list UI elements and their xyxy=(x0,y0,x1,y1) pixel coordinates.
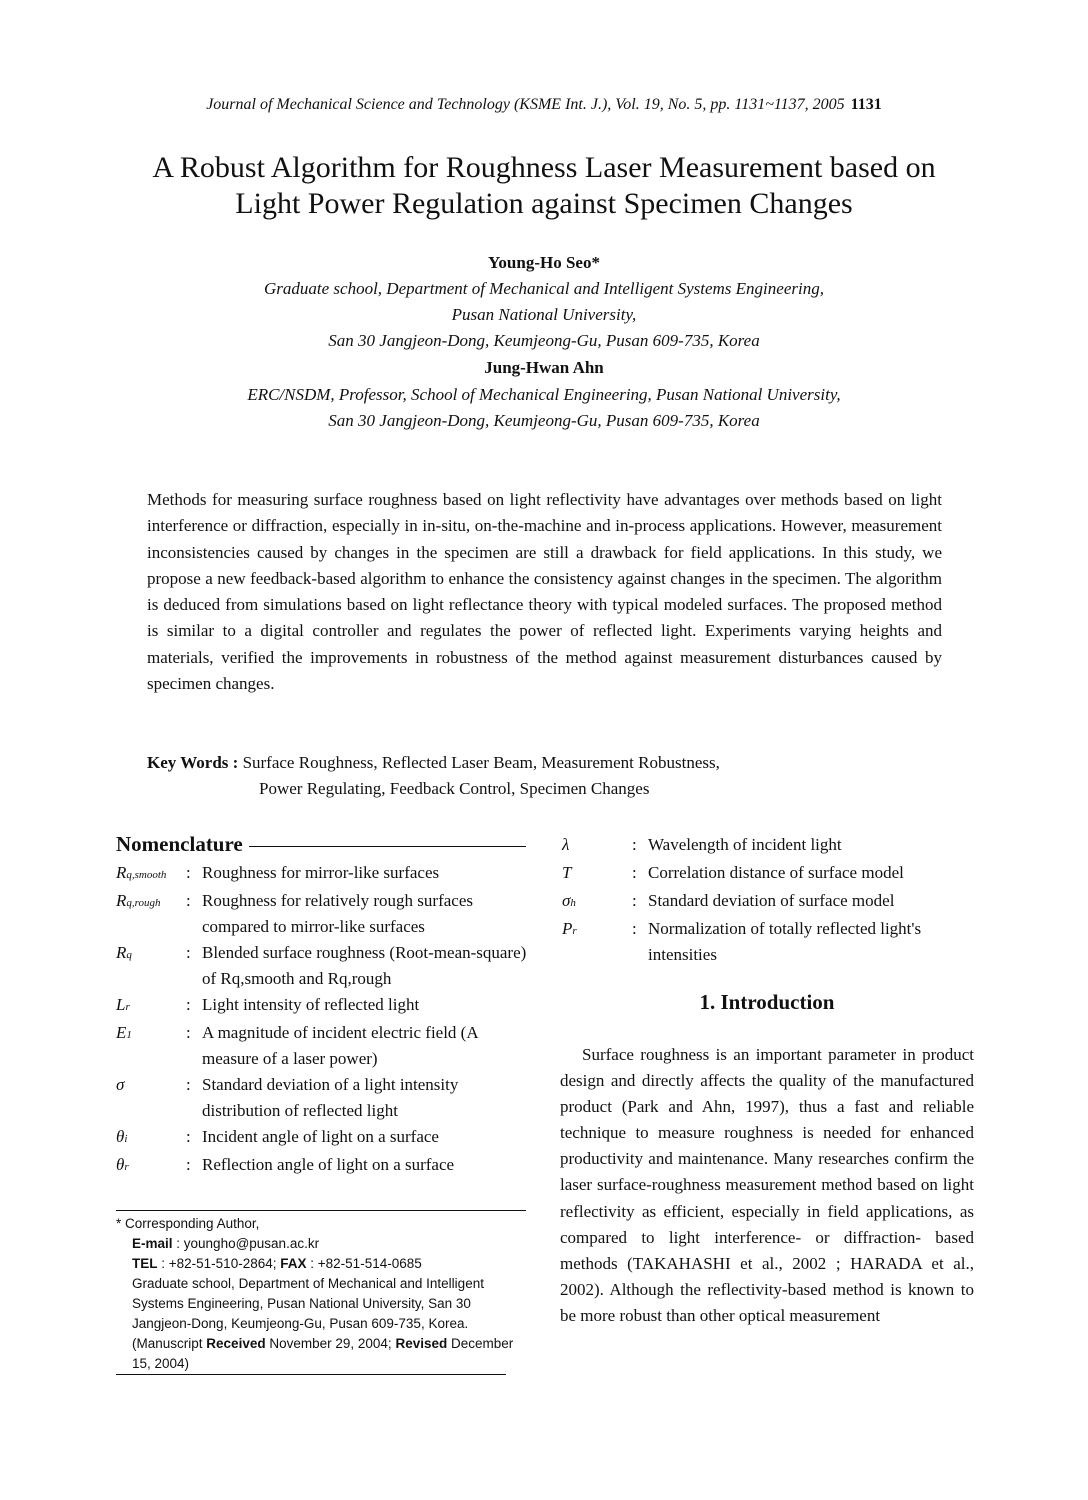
definition: Roughness for mirror-like surfaces xyxy=(202,863,440,882)
author-affiliation-1 xyxy=(0,276,1088,354)
definition: Incident angle of light on a surface xyxy=(202,1127,439,1146)
definition: Light intensity of reflected light xyxy=(202,995,420,1014)
symbol: λ xyxy=(562,835,570,854)
introduction-text: Surface roughness is an important parameter in product design and directly affects the quality of the manufactured product (Park and Ahn, 1997), thus a fast and reliable technique to measure roughness is needed for enhanced productivity and maintenance. Many researches confirm the laser surface-roughness measurement method based on light reflectivity as efficient, especially in field applications, as compared to light interference- or diffraction- based methods (TAKAHASHI et al., 2002 ; HARADA et al., 2002). Although the reflectivity-based method is known to be more robust than other optical measurement xyxy=(560,1045,974,1325)
nomenclature-list-right xyxy=(562,832,976,968)
abstract: Methods for measuring surface roughness based on light reflectivity have advantages over methods based on light interference or diffraction, especially in in-situ, on-the-machine and in-process applications. However, measurement inconsistencies caused by changes in the specimen are still a drawback for field applications. In this study, we propose a new feedback-based algorithm to enhance the consistency against changes in the specimen. The algorithm is deduced from simulations based on light reflectance theory with typical modeled surfaces. The proposed method is similar to a digital controller and regulates the power of reflected light. Experiments varying heights and materials, verified the improvements in robustness of the method against measurement disturbances caused by specimen changes. xyxy=(147,490,942,694)
symbol: σh xyxy=(562,891,576,910)
symbol: Rq xyxy=(116,943,132,962)
definition: Standard deviation of surface model xyxy=(648,891,895,910)
definition: Correlation distance of surface model xyxy=(648,863,904,882)
author-affiliation-2 xyxy=(0,382,1088,434)
page-number: 1131 xyxy=(850,96,882,113)
nomenclature-heading xyxy=(116,832,526,857)
definition: Standard deviation of a light intensity distribution of reflected light xyxy=(202,1075,459,1120)
paper-title xyxy=(60,150,1028,222)
footnote-end-rule xyxy=(116,1374,506,1375)
keywords-line-1: Surface Roughness, Reflected Laser Beam, Measurement Robustness, xyxy=(242,753,720,772)
symbol: T xyxy=(562,863,572,882)
journal-header xyxy=(0,96,1088,114)
nomenclature-entry: Rq : Blended surface roughness (Root-mean-square) of Rq,smooth and Rq,rough xyxy=(116,940,528,992)
nomenclature-entry: T : Correlation distance of surface model xyxy=(562,860,976,888)
symbol: Pr xyxy=(562,919,577,938)
email-line: E-mail : youngho@pusan.ac.kr xyxy=(132,1236,320,1251)
nomenclature-entry: Rq,smooth : Roughness for mirror-like surfaces xyxy=(116,860,528,888)
symbol: σ xyxy=(116,1075,125,1094)
affiliation-line: Graduate school, Department of Mechanical and Intelligent Systems Engineering, xyxy=(264,279,824,298)
nomenclature-entry: σh : Standard deviation of surface model xyxy=(562,888,976,916)
affiliation-line: San 30 Jangjeon-Dong, Keumjeong-Gu, Pusan 609-735, Korea xyxy=(328,411,760,430)
definition: Wavelength of incident light xyxy=(648,835,842,854)
nomenclature-list-left xyxy=(116,860,528,1180)
heading-rule xyxy=(249,846,526,847)
footnote xyxy=(116,1214,530,1375)
symbol: Lr xyxy=(116,995,130,1014)
nomenclature-entry: λ : Wavelength of incident light xyxy=(562,832,976,860)
corresponding-author: * Corresponding Author, xyxy=(116,1216,260,1231)
journal-citation: Journal of Mechanical Science and Technology (KSME Int. J.), Vol. 19, No. 5, pp. 1131~1137, 2005 xyxy=(206,96,845,113)
affiliation-line: Pusan National University, xyxy=(451,305,637,324)
definition: Reflection angle of light on a surface xyxy=(202,1155,455,1174)
keywords-label: Key Words : xyxy=(147,753,239,772)
footnote-rule xyxy=(116,1210,526,1211)
symbol: θi xyxy=(116,1127,128,1146)
phone-line: TEL : +82-51-510-2864; FAX : +82-51-514-0685 xyxy=(132,1256,422,1271)
keywords xyxy=(147,750,942,802)
symbol: Rq,rough xyxy=(116,891,161,910)
nomenclature-title: Nomenclature xyxy=(116,832,243,856)
author-name-1: Young-Ho Seo* xyxy=(488,253,600,272)
title-line-1: A Robust Algorithm for Roughness Laser Measurement based on xyxy=(152,151,936,184)
nomenclature-entry: θr : Reflection angle of light on a surface xyxy=(116,1152,528,1180)
title-line-2: Light Power Regulation against Specimen Changes xyxy=(235,187,853,220)
nomenclature-entry: Pr : Normalization of totally reflected light's intensities xyxy=(562,916,976,968)
nomenclature-entry: σ : Standard deviation of a light intensity distribution of reflected light xyxy=(116,1072,528,1124)
symbol: E1 xyxy=(116,1023,132,1042)
definition: Blended surface roughness (Root-mean-square) of Rq,smooth and Rq,rough xyxy=(202,943,527,988)
affiliation-line: San 30 Jangjeon-Dong, Keumjeong-Gu, Pusan 609-735, Korea xyxy=(328,331,760,350)
keywords-line-2: Power Regulating, Feedback Control, Specimen Changes xyxy=(259,779,650,798)
nomenclature-entry: Lr : Light intensity of reflected light xyxy=(116,992,528,1020)
symbol: Rq,smooth xyxy=(116,863,167,882)
footnote-address: Graduate school, Department of Mechanical and Intelligent Systems Engineering, Pusan National University, San 30 Jangjeon-Dong, Keumjeong-Gu, Pusan 609-735, Korea. (Manuscript Received November 29, 2004; Revised December 15, 2004) xyxy=(132,1276,514,1371)
definition: A magnitude of incident electric field (A measure of a laser power) xyxy=(202,1023,478,1068)
section-heading: 1. Introduction xyxy=(699,990,835,1014)
definition: Normalization of totally reflected light's intensities xyxy=(648,919,922,964)
nomenclature-entry: E1 : A magnitude of incident electric field (A measure of a laser power) xyxy=(116,1020,528,1072)
nomenclature-entry: Rq,rough : Roughness for relatively rough surfaces compared to mirror-like surfaces xyxy=(116,888,528,940)
definition: Roughness for relatively rough surfaces compared to mirror-like surfaces xyxy=(202,891,473,936)
author-name-2: Jung-Hwan Ahn xyxy=(484,358,604,377)
nomenclature-entry: θi : Incident angle of light on a surface xyxy=(116,1124,528,1152)
affiliation-line: ERC/NSDM, Professor, School of Mechanical Engineering, Pusan National University, xyxy=(247,385,841,404)
symbol: θr xyxy=(116,1155,129,1174)
